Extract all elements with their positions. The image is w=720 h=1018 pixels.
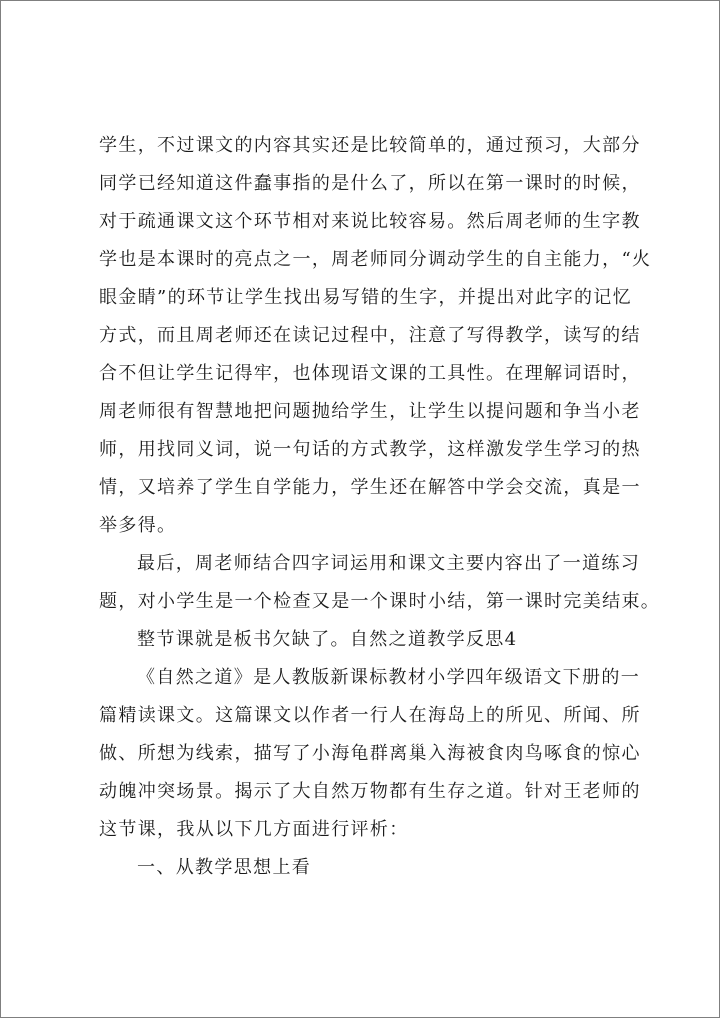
text-line: 合不但让学生记得牢，也体现语文课的工具性。在理解词语时， xyxy=(99,363,641,384)
text-line: 眼金睛”的环节让学生找出易写错的生字，并提出对此字的记忆 xyxy=(99,287,632,308)
text-line: 学生，不过课文的内容其实还是比较简单的，通过预习，大部分 xyxy=(99,135,641,156)
document-body xyxy=(99,127,689,887)
text-line: 师，用找同义词，说一句话的方式教学，这样激发学生学习的热 xyxy=(99,439,641,460)
text-line: 学也是本课时的亮点之一，周老师同分调动学生的自主能力，“火 xyxy=(99,249,652,270)
text-line: 周老师很有智慧地把问题抛给学生，让学生以提问题和争当小老 xyxy=(99,401,641,422)
text-line: 举多得。 xyxy=(99,515,177,536)
section-heading: 一、从教学思想上看 xyxy=(137,857,312,878)
text-line: 方式，而且周老师还在读记过程中，注意了写得教学，读写的结 xyxy=(99,325,641,346)
paragraph-start-line: 《自然之道》是人教版新课标教材小学四年级语文下册的一 xyxy=(137,667,641,688)
text-line: 做、所想为线索，描写了小海龟群离巢入海被食肉鸟啄食的惊心 xyxy=(99,743,641,764)
text-line: 题，对小学生是一个检查又是一个课时小结，第一课时完美结束。 xyxy=(99,591,661,612)
paragraph-start-line: 最后，周老师结合四字词运用和课文主要内容出了一道练习 xyxy=(137,553,641,574)
text-line: 对于疏通课文这个环节相对来说比较容易。然后周老师的生字教 xyxy=(99,211,641,232)
text-line: 动魄冲突场景。揭示了大自然万物都有生存之道。针对王老师的 xyxy=(99,781,641,802)
text-line: 情，又培养了学生自学能力，学生还在解答中学会交流，真是一 xyxy=(99,477,641,498)
text-line: 这节课，我从以下几方面进行评析： xyxy=(99,819,409,840)
text-line: 篇精读课文。这篇课文以作者一行人在海岛上的所见、所闻、所 xyxy=(99,705,641,726)
text-line: 同学已经知道这件蠢事指的是什么了，所以在第一课时的时候， xyxy=(99,173,641,194)
paragraph-start-line: 整节课就是板书欠缺了。自然之道教学反思4 xyxy=(137,629,518,650)
